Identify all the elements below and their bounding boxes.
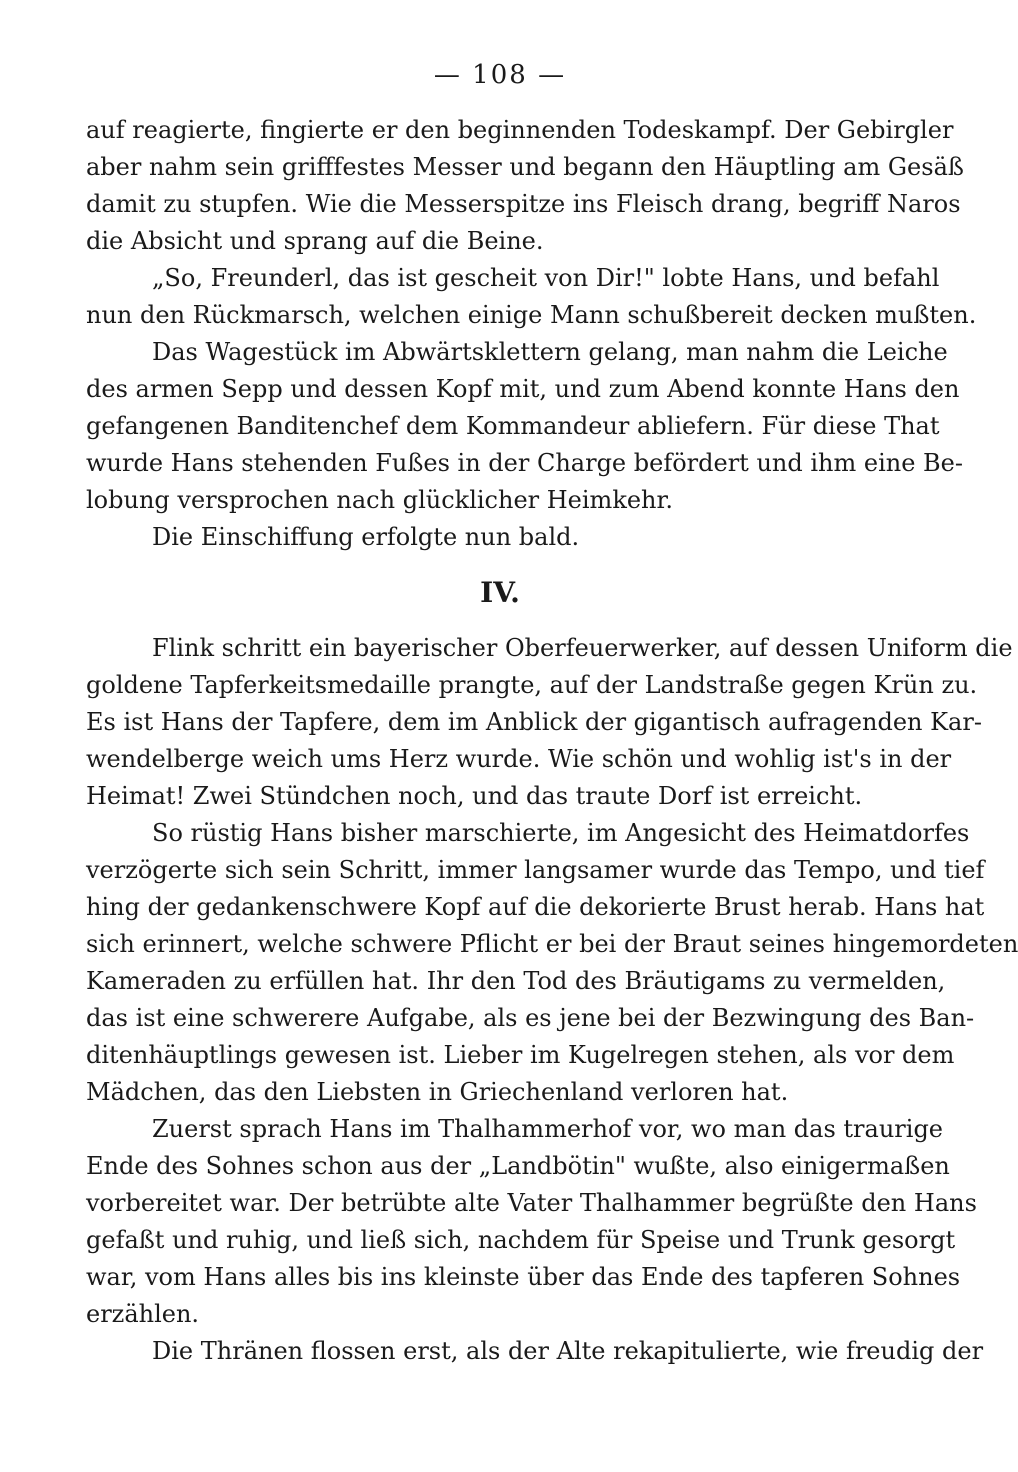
text-line: Ende des Sohnes schon aus der „Landbötin" wußte, also einigermaßen	[86, 1152, 950, 1180]
text-line: verzögerte sich sein Schritt, immer langsamer wurde das Tempo, und tief	[86, 856, 985, 884]
text-line: wurde Hans stehenden Fußes in der Charge befördert und ihm eine Be-	[86, 449, 963, 477]
text-line: auf reagierte, fingierte er den beginnenden Todeskampf. Der Gebirgler	[86, 116, 954, 144]
text-line: wendelberge weich ums Herz wurde. Wie schön und wohlig ist's in der	[86, 745, 952, 773]
text-block-lower	[86, 630, 1018, 1370]
text-line: Kameraden zu erfüllen hat. Ihr den Tod des Bräutigams zu vermelden,	[86, 967, 946, 995]
text-line: nun den Rückmarsch, welchen einige Mann schußbereit decken mußten.	[86, 301, 977, 329]
text-line: erzählen.	[86, 1300, 200, 1328]
text-block-upper	[86, 112, 977, 556]
text-line: goldene Tapferkeitsmedaille prangte, auf der Landstraße gegen Krün zu.	[86, 671, 978, 699]
text-line: damit zu stupfen. Wie die Messerspitze ins Fleisch drang, begriff Naros	[86, 190, 961, 218]
text-line: hing der gedankenschwere Kopf auf die dekorierte Brust herab. Hans hat	[86, 893, 985, 921]
text-line: Heimat! Zwei Stündchen noch, und das traute Dorf ist erreicht.	[86, 782, 863, 810]
text-line: Die Thränen flossen erst, als der Alte rekapitulierte, wie freudig der	[152, 1337, 984, 1365]
text-line: Es ist Hans der Tapfere, dem im Anblick der gigantisch aufragenden Kar-	[86, 708, 982, 736]
text-line: vorbereitet war. Der betrübte alte Vater Thalhammer begrüßte den Hans	[86, 1189, 977, 1217]
text-line: des armen Sepp und dessen Kopf mit, und zum Abend konnte Hans den	[86, 375, 960, 403]
text-line: Die Einschiffung erfolgte nun bald.	[152, 523, 580, 551]
text-line: die Absicht und sprang auf die Beine.	[86, 227, 544, 255]
text-line: Flink schritt ein bayerischer Oberfeuerwerker, auf dessen Uniform die	[152, 634, 1013, 662]
text-line: lobung versprochen nach glücklicher Heimkehr.	[86, 486, 673, 514]
text-line: „So, Freunderl, das ist gescheit von Dir!" lobte Hans, und befahl	[152, 264, 940, 292]
text-line: war, vom Hans alles bis ins kleinste über das Ende des tapferen Sohnes	[86, 1263, 961, 1291]
text-line: ditenhäuptlings gewesen ist. Lieber im Kugelregen stehen, als vor dem	[86, 1041, 955, 1069]
text-line: gefaßt und ruhig, und ließ sich, nachdem für Speise und Trunk gesorgt	[86, 1226, 956, 1254]
page-number: — 108 —	[433, 60, 567, 90]
text-line: Zuerst sprach Hans im Thalhammerhof vor, wo man das traurige	[152, 1115, 944, 1143]
text-line: gefangenen Banditenchef dem Kommandeur abliefern. Für diese That	[86, 412, 940, 440]
text-line: sich erinnert, welche schwere Pflicht er bei der Braut seines hingemordeten	[86, 930, 1018, 958]
text-line: aber nahm sein grifffestes Messer und begann den Häuptling am Gesäß	[86, 153, 964, 181]
text-line: Das Wagestück im Abwärtsklettern gelang, man nahm die Leiche	[152, 338, 948, 366]
section-heading: IV.	[480, 576, 520, 609]
text-line: das ist eine schwerere Aufgabe, als es jene bei der Bezwingung des Ban-	[86, 1004, 975, 1032]
text-line: So rüstig Hans bisher marschierte, im Angesicht des Heimatdorfes	[152, 819, 970, 847]
text-line: Mädchen, das den Liebsten in Griechenland verloren hat.	[86, 1078, 789, 1106]
